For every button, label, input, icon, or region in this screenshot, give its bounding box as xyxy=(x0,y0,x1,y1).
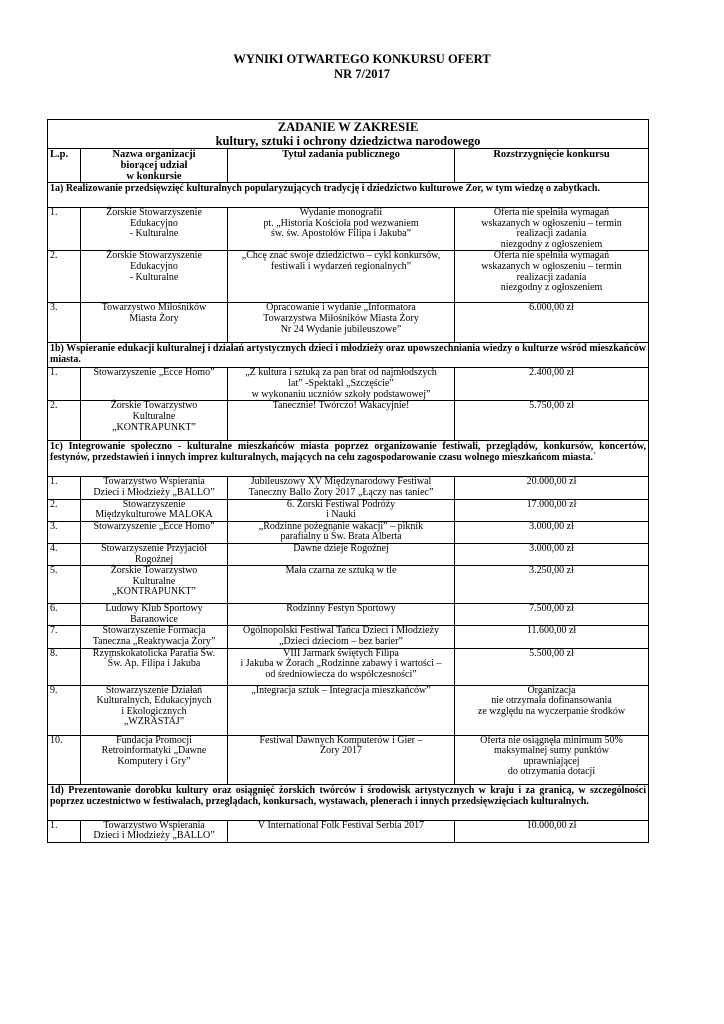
section-heading: 1d) Prezentowanie dorobku kultury oraz osiągnięć żorskich twórców i środowisk artystycznych w kraju i za granicą, w szczególności poprzez uczestnictwo w festiwalach, przeglądach, konkursach, wystawach, plenerach i innych przedsięwzięciach kulturalnych. xyxy=(48,784,649,820)
cell-lp: 1. xyxy=(48,368,81,401)
column-header-lp: L.p. xyxy=(48,149,81,183)
cell-lp: 4. xyxy=(48,543,81,565)
cell-organization: Stowarzyszenie „Ecce Homo” xyxy=(81,368,228,401)
cell-result: 17.000,00 zł xyxy=(455,499,649,521)
column-header-organization: Nazwa organizacji biorącej udział w konkursie xyxy=(81,149,228,183)
cell-lp: 9. xyxy=(48,685,81,735)
column-header-title: Tytuł zadania publicznego xyxy=(228,149,455,183)
cell-lp: 3. xyxy=(48,303,81,343)
cell-title: Festiwal Dawnych Komputerów i Gier – Żory 2017 xyxy=(228,735,455,784)
cell-result: 20.000,00 zł xyxy=(455,477,649,499)
cell-title: „Rodzinne pożegnanie wakacji” – piknik parafialny u Św. Brata Alberta xyxy=(228,521,455,543)
section-heading: 1c) Integrowanie społeczno - kulturalne mieszkańców miasta poprzez organizowanie festiwali, przeglądów, konkursów, koncertów, festynów, przedstawień i innych imprez kulturalnych, mających na celu zagospodarowanie czasu wolnego mieszkańcom miasta.` xyxy=(48,441,649,477)
task-header-line2: kultury, sztuki i ochrony dziedzictwa narodowego xyxy=(215,134,481,148)
cell-title: „Chcę znać swoje dziedzictwo – cykl konkursów, festiwali i wydarzeń regionalnych” xyxy=(228,251,455,303)
section-heading: 1a) Realizowanie przedsięwzięć kulturalnych popularyzujących tradycję i dziedzictwo kulturowe Żor, w tym wiedzę o zabytkach. xyxy=(48,183,649,208)
cell-result: 5.750,00 zł xyxy=(455,401,649,441)
task-header-row xyxy=(48,120,649,149)
document-title-line2: NR 7/2017 xyxy=(334,67,390,81)
cell-result: 6.000,00 zł xyxy=(455,303,649,343)
cell-organization: Towarzystwo Miłośników Miasta Żory xyxy=(81,303,228,343)
cell-lp: 2. xyxy=(48,251,81,303)
cell-title: Jubileuszowy XV Międzynarodowy Festiwal Taneczny Ballo Żory 2017 „Łączy nas taniec” xyxy=(228,477,455,499)
cell-organization: Stowarzyszenie Przyjaciół Rogoźnej xyxy=(81,543,228,565)
cell-lp: 1. xyxy=(48,477,81,499)
cell-organization: Stowarzyszenie „Ecce Homo” xyxy=(81,521,228,543)
cell-result: 2.400,00 zł xyxy=(455,368,649,401)
table-row xyxy=(48,208,649,251)
cell-organization: Rzymskokatolicka Parafia Św. Św. Ap. Filipa i Jakuba xyxy=(81,648,228,685)
cell-title: Mała czarna ze sztuką w tle xyxy=(228,566,455,604)
task-header xyxy=(48,120,649,149)
cell-title: 6. Żorski Festiwal Podróży i Nauki xyxy=(228,499,455,521)
cell-title: Opracowanie i wydanie „Informatora Towarzystwa Miłośników Miasta Żory Nr 24 Wydanie jubileuszowe” xyxy=(228,303,455,343)
cell-title: Dawne dzieje Rogoźnej xyxy=(228,543,455,565)
results-body xyxy=(48,183,649,843)
cell-lp: 2. xyxy=(48,499,81,521)
cell-organization: Towarzystwo Wspierania Dzieci i Młodzieży „BALLO” xyxy=(81,477,228,499)
cell-organization: Stowarzyszenie Formacja Taneczna „Reaktywacja Żory” xyxy=(81,626,228,648)
cell-lp: 8. xyxy=(48,648,81,685)
cell-title: Ogólnopolski Festiwal Tańca Dzieci i Młodzieży „Dzieci dzieciom – bez barier” xyxy=(228,626,455,648)
cell-title: VIII Jarmark świętych Filipa i Jakuba w Żorach „Rodzinne zabawy i wartości – od średniowiecza do współczesności” xyxy=(228,648,455,685)
section-heading-row xyxy=(48,183,649,208)
cell-title: „Z kultura i sztuką za pan brat od najmłodszych lat” -Spektakl „Szczęście” w wykonaniu uczniów szkoły podstawowej” xyxy=(228,368,455,401)
document-title-line1: WYNIKI OTWARTEGO KONKURSU OFERT xyxy=(233,52,491,66)
results-table xyxy=(47,119,649,843)
cell-lp: 2. xyxy=(48,401,81,441)
document-title xyxy=(0,52,724,82)
cell-organization: Żorskie Stowarzyszenie Edukacyjno - Kulturalne xyxy=(81,251,228,303)
cell-lp: 7. xyxy=(48,626,81,648)
table-row xyxy=(48,303,649,343)
cell-organization: Fundacja Promocji Retroinformatyki „Dawne Komputery i Gry” xyxy=(81,735,228,784)
cell-result: Oferta nie spełniła wymagań wskazanych w ogłoszeniu – termin realizacji zadania niezgodny z ogłoszeniem xyxy=(455,208,649,251)
cell-organization: Towarzystwo Wspierania Dzieci i Młodzieży „BALLO” xyxy=(81,820,228,842)
table-row xyxy=(48,604,649,626)
table-row xyxy=(48,648,649,685)
cell-organization: Żorskie Stowarzyszenie Edukacyjno - Kulturalne xyxy=(81,208,228,251)
table-row xyxy=(48,543,649,565)
cell-result: Oferta nie spełniła wymagań wskazanych w ogłoszeniu – termin realizacji zadania niezgodny z ogłoszeniem xyxy=(455,251,649,303)
table-row xyxy=(48,685,649,735)
table-row xyxy=(48,368,649,401)
cell-organization: Stowarzyszenie Działań Kulturalnych, Edukacyjnych i Ekologicznych „WZRASTAJ” xyxy=(81,685,228,735)
cell-result: 7.500,00 zł xyxy=(455,604,649,626)
table-row xyxy=(48,477,649,499)
cell-lp: 6. xyxy=(48,604,81,626)
cell-lp: 10. xyxy=(48,735,81,784)
cell-title: V International Folk Festival Serbia 2017 xyxy=(228,820,455,842)
section-heading-row xyxy=(48,343,649,368)
cell-result: 3.000,00 zł xyxy=(455,543,649,565)
cell-result: 10.000,00 zł xyxy=(455,820,649,842)
cell-title: „Integracja sztuk – Integracja mieszkańców” xyxy=(228,685,455,735)
cell-organization: Żorskie Towarzystwo Kulturalne „KONTRAPUNKT” xyxy=(81,401,228,441)
cell-title: Rodzinny Festyn Sportowy xyxy=(228,604,455,626)
table-row xyxy=(48,626,649,648)
column-header-result: Rozstrzygnięcie konkursu xyxy=(455,149,649,183)
task-header-line1: ZADANIE W ZAKRESIE xyxy=(277,120,419,134)
table-row xyxy=(48,401,649,441)
table-row xyxy=(48,566,649,604)
table-row xyxy=(48,820,649,842)
table-row xyxy=(48,251,649,303)
cell-lp: 1. xyxy=(48,208,81,251)
cell-lp: 1. xyxy=(48,820,81,842)
cell-result: 11.600,00 zł xyxy=(455,626,649,648)
cell-result: 5.500,00 zł xyxy=(455,648,649,685)
cell-organization: Żorskie Towarzystwo Kulturalne „KONTRAPUNKT” xyxy=(81,566,228,604)
cell-result: 3.000,00 zł xyxy=(455,521,649,543)
cell-result: Organizacja nie otrzymała dofinansowania ze względu na wyczerpanie środków xyxy=(455,685,649,735)
cell-lp: 3. xyxy=(48,521,81,543)
cell-title: Tanecznie! Twórczo! Wakacyjnie! xyxy=(228,401,455,441)
table-row xyxy=(48,499,649,521)
cell-result: Oferta nie osiągnęła minimum 50% maksymalnej sumy punktów uprawniającej do otrzymania dotacji xyxy=(455,735,649,784)
section-heading: 1b) Wspieranie edukacji kulturalnej i działań artystycznych dzieci i młodzieży oraz upowszechniania wiedzy o kulturze wśród mieszkańców miasta. xyxy=(48,343,649,368)
cell-organization: Ludowy Klub Sportowy Baranowice xyxy=(81,604,228,626)
cell-title: Wydanie monografii pt. „Historia Kościoła pod wezwaniem św. św. Apostołów Filipa i Jakuba” xyxy=(228,208,455,251)
table-row xyxy=(48,521,649,543)
cell-organization: Stowarzyszenie Międzykulturowe MALOKA xyxy=(81,499,228,521)
section-heading-row xyxy=(48,441,649,477)
table-row xyxy=(48,735,649,784)
section-heading-row xyxy=(48,784,649,820)
cell-result: 3.250,00 zł xyxy=(455,566,649,604)
cell-lp: 5. xyxy=(48,566,81,604)
column-header-row xyxy=(48,149,649,183)
